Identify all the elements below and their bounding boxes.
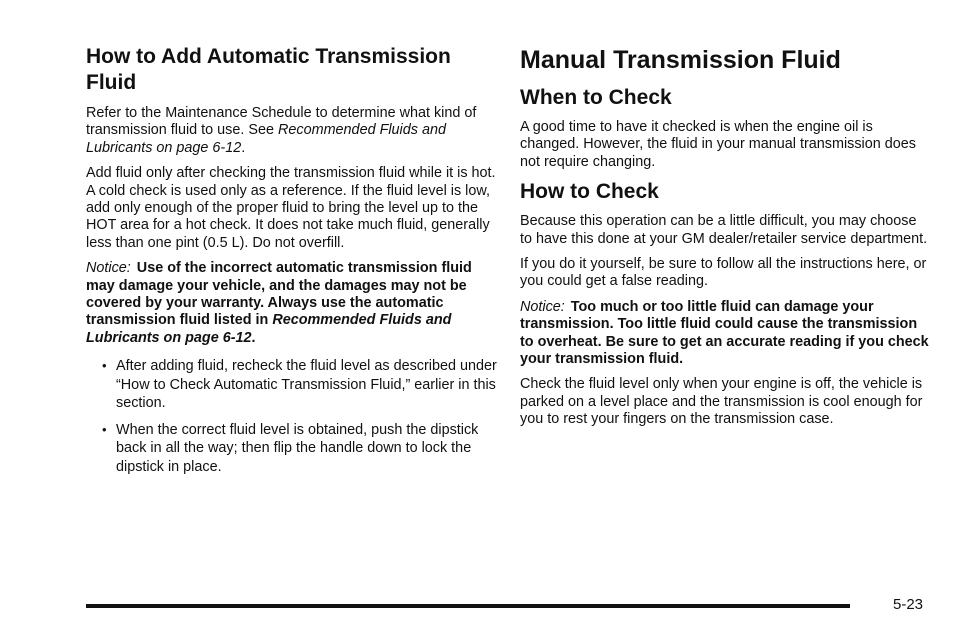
paragraph-fluid-type-text: Refer to the Maintenance Schedule to determine what kind of transmission fluid to use. See xyxy=(86,105,477,139)
section-heading-add-fluid: How to Add Automatic Transmission Fluid xyxy=(86,45,451,94)
bullet-icon: • xyxy=(102,358,107,374)
notice-label: Notice: xyxy=(86,260,131,277)
paragraph-when-to-check: A good time to have it checked is when the engine oil is changed. However, the fluid in your manual transmission does not require changing. xyxy=(520,119,916,170)
notice-text xyxy=(86,260,472,346)
section-heading-manual-fluid: Manual Transmission Fluid xyxy=(520,46,841,74)
page-number: 5-23 xyxy=(893,596,924,613)
notice-label: Notice: xyxy=(520,298,565,315)
bullet-text: When the correct fluid level is obtained, push the dipstick back in all the way; then flip the handle down to lock the dipstick in place. xyxy=(116,421,479,475)
paragraph-add-fluid: Add fluid only after checking the transmission fluid while it is hot. A cold check is used only as a reference. If the fluid level is low, add only enough of the proper fluid to bring the level up to the HOT area for a hot check. It does not take much fluid, generally less than one pint (0.5 L). Do not overfill. xyxy=(86,165,496,251)
notice-text: Too much or too little fluid can damage your transmission. Too little fluid could cause the transmission to overheat. Be sure to get an accurate reading if you check your transmission fluid. xyxy=(520,298,929,368)
paragraph-dealer-service: Because this operation can be a little difficult, you may choose to have this done at your GM dealer/retailer service department. xyxy=(520,213,928,247)
notice-fluid-level xyxy=(520,299,930,369)
bullet-icon: • xyxy=(102,421,107,437)
paragraph-do-it-yourself: If you do it yourself, be sure to follow all the instructions here, or you could get a false reading. xyxy=(520,256,927,290)
paragraph-check-conditions: Check the fluid level only when your engine is off, the vehicle is parked on a level place and the transmission is cool enough for you to rest your fingers on the transmission case. xyxy=(520,376,923,428)
bullet-item xyxy=(86,357,498,413)
notice-end: . xyxy=(251,329,256,346)
footer-rule xyxy=(86,604,850,608)
bullet-text: After adding fluid, recheck the fluid level as described under “How to Check Automatic Transmission Fluid,” earlier in this section. xyxy=(116,358,497,412)
left-column xyxy=(86,44,498,484)
subheading-how-to-check: How to Check xyxy=(520,180,659,204)
notice-text-main: Use of the incorrect automatic transmission fluid may damage your vehicle, and the damages may not be covered by your warranty. Always use the automatic transmission fluid listed in xyxy=(86,260,472,329)
notice-cross-reference: Recommended Fluids and Lubricants on page 6-12 xyxy=(86,312,452,346)
paragraph-fluid-type xyxy=(86,105,498,157)
bullet-list xyxy=(86,357,498,476)
bullet-item xyxy=(86,421,498,477)
right-column xyxy=(520,44,930,437)
cross-reference-fluids: Recommended Fluids and Lubricants on page 6-12 xyxy=(86,122,446,156)
subheading-when-to-check: When to Check xyxy=(520,86,672,109)
notice-incorrect-fluid xyxy=(86,260,498,347)
paragraph-end: . xyxy=(241,139,246,156)
